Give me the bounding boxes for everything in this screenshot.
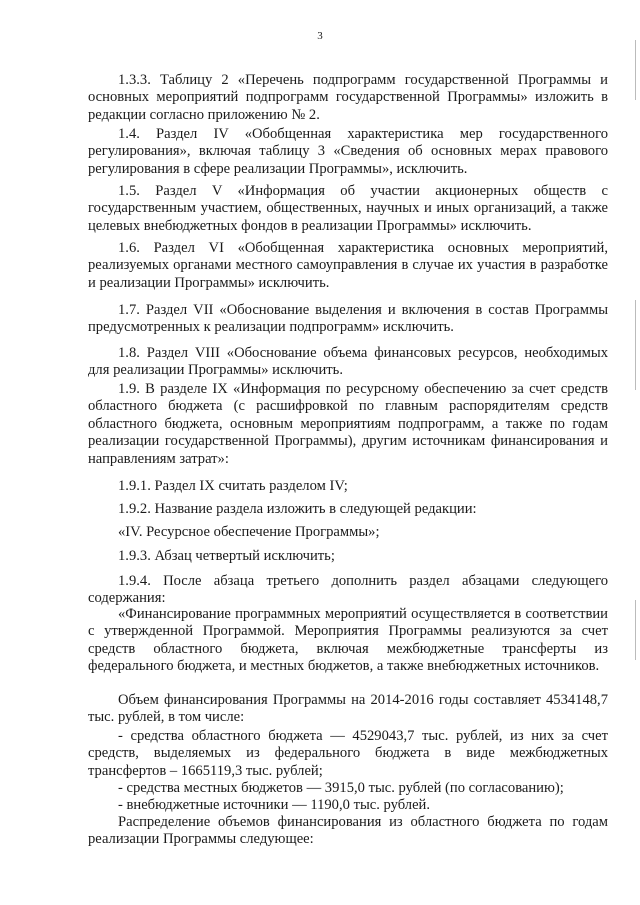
paragraph-1-4: 1.4. Раздел IV «Обобщенная характеристика мер государственного регулирования», включая таблицу 3 «Сведения об основных мерах правового регулирования в сфере реализации Программы», исключить. <box>88 126 608 177</box>
paragraph-1-9-2: 1.9.2. Название раздела изложить в следующей редакции: <box>118 501 477 517</box>
paragraph-distribution: Распределение объемов финансирования из областного бюджета по годам реализации Программы следующее: <box>88 814 608 848</box>
list-item-regional-budget: - средства областного бюджета — 4529043,7 тыс. рублей, из них за счет средств, выделяемых из федерального бюджета в виде межбюджетных трансфертов – 1665119,3 тыс. рублей; <box>88 728 608 779</box>
paragraph-1-3-3: 1.3.3. Таблицу 2 «Перечень подпрограмм государственной Программы и основных мероприятий подпрограмм государственной Программы» изложить в редакции согласно приложению № 2. <box>88 72 608 123</box>
paragraph-1-8: 1.8. Раздел VIII «Обоснование объема финансовых ресурсов, необходимых для реализации Программы» исключить. <box>88 345 608 379</box>
list-item-extrabudgetary: - внебюджетные источники — 1190,0 тыс. рублей. <box>118 797 431 813</box>
paragraph-financing: «Финансирование программных мероприятий осуществляется в соответствии с утвержденной Программой. Мероприятия Программы реализуются за счет средств областного бюджета, включая межбюджетные трансферты из федерального бюджета, и местных бюджетов, а также внебюджетных источников. <box>88 606 608 675</box>
paragraph-1-7: 1.7. Раздел VII «Обоснование выделения и включения в состав Программы предусмотренных к реализации подпрограмм» исключить. <box>88 302 608 336</box>
paragraph-1-9-4: 1.9.4. После абзаца третьего дополнить раздел абзацами следующего содержания: <box>88 573 608 607</box>
page-number: 3 <box>317 30 323 42</box>
paragraph-total-volume: Объем финансирования Программы на 2014-2016 годы составляет 4534148,7 тыс. рублей, в том числе: <box>88 692 608 726</box>
paragraph-1-6: 1.6. Раздел VI «Обобщенная характеристика основных мероприятий, реализуемых органами местного самоуправления в случае их участия в разработке и реализации Программы» исключить. <box>88 240 608 291</box>
paragraph-section-title: «IV. Ресурсное обеспечение Программы»; <box>118 524 380 540</box>
scan-edge-mark <box>635 40 636 100</box>
paragraph-1-5: 1.5. Раздел V «Информация об участии акционерных обществ с государственным участием, общественных, научных и иных организаций, а также целевых внебюджетных фондов в реализации Программы» исключить. <box>88 183 608 234</box>
paragraph-1-9-1: 1.9.1. Раздел IX считать разделом IV; <box>118 478 348 494</box>
scan-edge-mark <box>635 600 636 660</box>
paragraph-1-9: 1.9. В разделе IX «Информация по ресурсному обеспечению за счет средств областного бюджета (с расшифровкой по главным распорядителям средств областного бюджета, основным мероприятиям подпрограмм, а также по годам реализации государственной Программы), другим источникам финансирования и направлениям затрат»: <box>88 381 608 467</box>
scan-edge-mark <box>635 300 636 390</box>
list-item-local-budgets: - средства местных бюджетов — 3915,0 тыс. рублей (по согласованию); <box>118 780 564 796</box>
paragraph-1-9-3: 1.9.3. Абзац четвертый исключить; <box>118 548 335 564</box>
